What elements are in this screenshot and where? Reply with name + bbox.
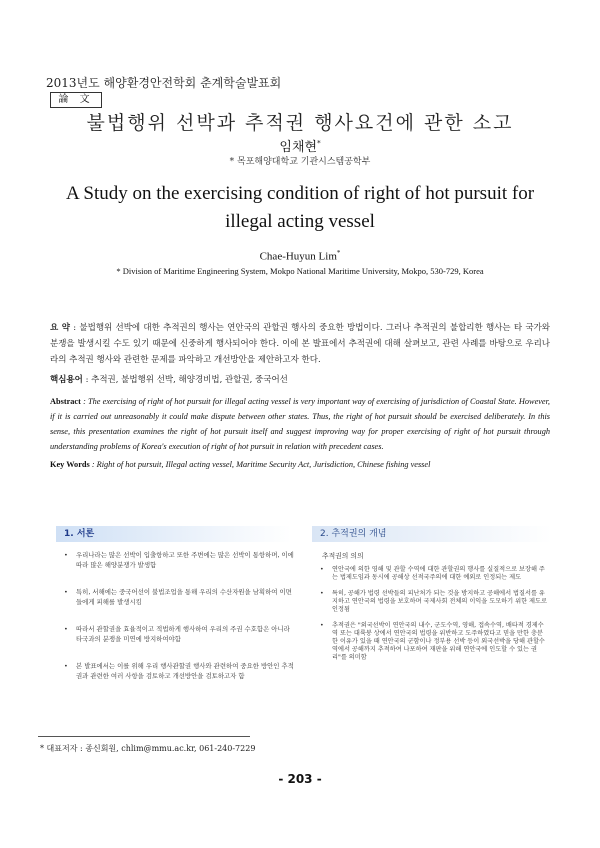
english-abstract-label: Abstract <box>50 397 81 406</box>
english-affiliation: * Division of Maritime Engineering System, Mokpo National Maritime University, Mokpo, 530-729, Korea <box>116 266 484 276</box>
english-author <box>0 249 600 263</box>
list-item: • 우리나라는 많은 선박이 입출항하고 또한 주변에는 많은 선박이 통항하며, 이에 따라 많은 해양분쟁가 발생함 <box>62 550 294 570</box>
page-number: - 203 - <box>278 772 322 786</box>
english-title: A Study on the exercising condition of right of hot pursuit for illegal acting vessel <box>65 183 535 232</box>
korean-abstract-label: 요 약 <box>50 323 70 333</box>
list-item: • 특히, 공해가 법령 선박들의 피난처가 되는 것을 방지하고 공해에서 법질서를 유지하고 연안국의 법령을 보호하며 국제사회 전체의 이익을 도모하기 위한 제도로 인정됨 <box>318 590 548 614</box>
list-item: • 본 발표에서는 이를 위해 우리 행사관할권 행사와 관련하여 중요한 방안인 추적권과 관련한 여러 사항을 검토하고 개선방안을 검토하고자 함 <box>62 661 294 681</box>
korean-author-mark: * <box>317 139 321 148</box>
english-author-name: Chae-Huyun Lim <box>259 250 337 263</box>
footnote: * 대표저자 : 종신회원, chlim@mmu.ac.kr, 061-240-7229 <box>40 744 256 753</box>
korean-keywords <box>50 373 288 385</box>
section2-subheading: 추적권의 의의 <box>322 552 364 560</box>
section1-heading: 1. 서론 <box>56 526 292 542</box>
list-item: • 연안국에 의한 영해 및 관할 수역에 대한 관할권의 행사를 실질적으로 보장해 주는 법제도임과 동시에 공해상 선적국주의에 대한 예외로 인정되는 제도 <box>318 566 548 582</box>
section2-heading: 2. 추적권의 개념 <box>312 526 552 542</box>
english-abstract-text: : The exercising of right of hot pursuit for illegal acting vessel is very important way of exercising of jurisdiction of Coastal State. However, if it is carried out unreasonably it could make dispute between other states. Thus, the right of hot pursuit should be exercised deliberately. In this sense, this presentation examines the right of hot pursuit itself and suggest improving way for proper exercising of right of hot pursuit through understanding problems of Korea's execution of right of hot pursuit in relation with precedent cases. <box>50 397 550 451</box>
section1-list <box>62 550 294 698</box>
korean-abstract-text: : 불법행위 선박에 대한 추적권의 행사는 연안국의 관할권 행사의 중요한 방법이다. 그러나 추적권의 불합리한 행사는 타 국가와 분쟁을 발생시킬 수도 있기 때문에 신중하게 행사되어야 한다. 이에 본 발표에서 추적권에 대해 살펴보고, 관련 사례를 바탕으로 우리나라의 추적권 행사와 관련한 문제를 파악하고 개선방안을 제안하고자 한다. <box>50 323 551 365</box>
korean-author-name: 임채현 <box>279 140 318 155</box>
list-item: • 추적권은 "외국선박이 연안국의 내수, 군도수역, 영해, 접속수역, 배타적 경제수역 또는 대륙붕 상에서 연안국의 법령을 위반하고 도주하였다고 믿을 만한 충분한 이유가 있을 때 연안국의 군함이나 정부용 선박 등이 외국선박을 당해 관할수역에서 공해까지 추적하여 나포하여 재판을 위해 연안국에 인도할 수 있는 권리"를 의미함 <box>318 622 548 662</box>
paper-type-tag: 論 文 <box>50 92 102 108</box>
english-abstract <box>50 394 550 454</box>
korean-keywords-label: 핵심용어 <box>50 375 83 385</box>
english-author-mark: * <box>336 249 341 257</box>
footnote-divider <box>38 736 250 737</box>
korean-keywords-text: : 추적권, 불법행위 선박, 해양경비법, 관할권, 중국어선 <box>85 375 288 385</box>
english-keywords-label: Key Words <box>50 460 90 469</box>
korean-author <box>0 136 600 155</box>
korean-affiliation: * 목포해양대학교 기관시스템공학부 <box>229 157 371 167</box>
list-item: • 특히, 서해에는 중국어선이 불법조업을 통해 우리의 수산자원을 남획하여 이면들에게 피해를 발생시킴 <box>62 587 294 607</box>
conference-name: 2013년도 해양환경안전학회 춘계학술발표회 <box>46 76 282 90</box>
list-item: • 따라서 관할권을 효율적이고 적법하게 행사하여 우리의 주권 수호함은 아니라 타국과의 분쟁을 미연에 방지하여야함 <box>62 624 294 644</box>
english-keywords-text: : Right of hot pursuit, Illegal acting vessel, Maritime Security Act, Jurisdiction, Chinese fishing vessel <box>91 460 431 469</box>
section2-list <box>318 566 548 670</box>
korean-title: 불법행위 선박과 추적권 행사요건에 관한 소고 <box>86 112 514 134</box>
english-keywords <box>50 460 430 469</box>
korean-abstract <box>50 320 550 368</box>
